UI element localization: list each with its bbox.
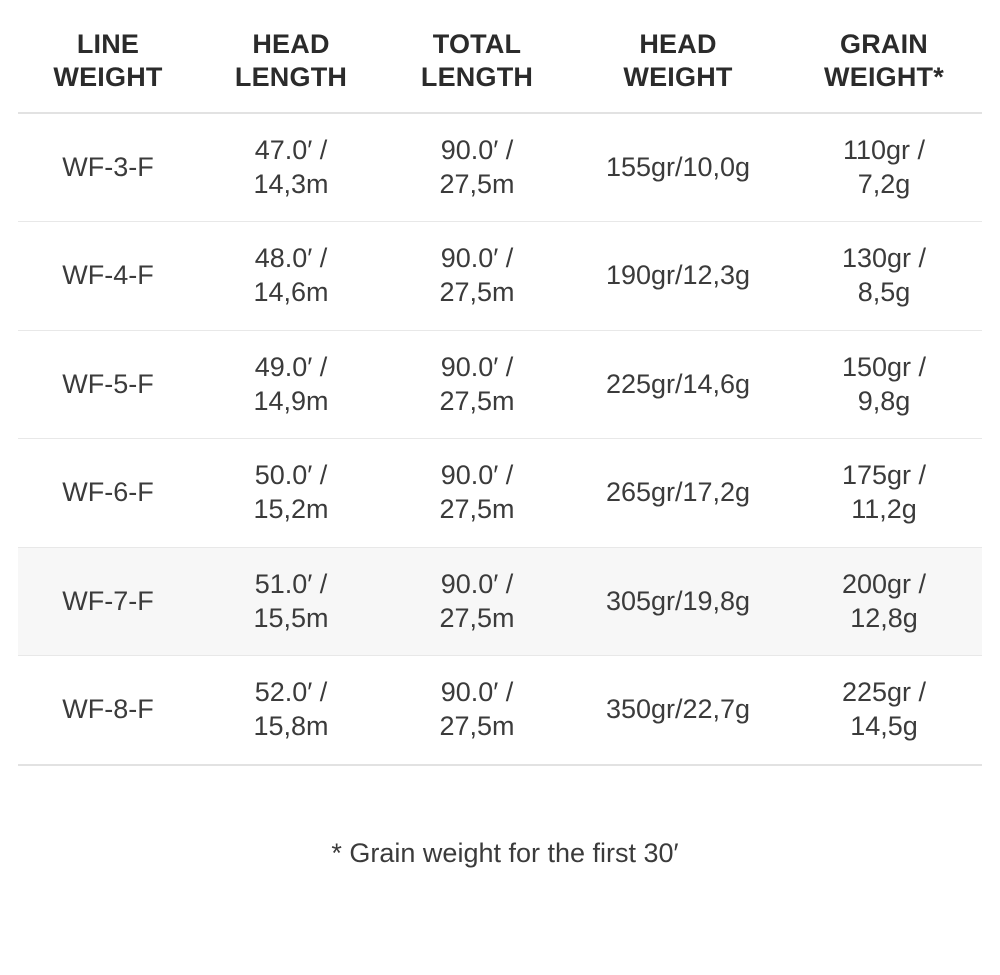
cell-head-length: [198, 330, 384, 439]
cell-grain-weight-line1: 130gr /: [841, 243, 927, 274]
cell-line-weight: WF-8-F: [18, 656, 198, 765]
cell-total-length-line2: 27,5m: [439, 385, 515, 416]
cell-total-length-line1: 90.0′ /: [440, 460, 514, 491]
table-footnote: * Grain weight for the first 30′: [331, 837, 679, 868]
cell-head-length-line1: 50.0′ /: [254, 460, 328, 491]
cell-head-length-line1: 48.0′ /: [254, 243, 328, 274]
table-body: [18, 113, 982, 765]
cell-head-length: [198, 439, 384, 548]
cell-head-weight: 350gr/22,7g: [570, 656, 786, 765]
cell-grain-weight: [786, 330, 982, 439]
column-header-head-weight-line2: WEIGHT: [623, 61, 733, 92]
cell-grain-weight-line2: 7,2g: [857, 168, 911, 199]
cell-head-length-line1: 49.0′ /: [254, 351, 328, 382]
cell-grain-weight-line2: 14,5g: [850, 711, 918, 742]
cell-total-length-line2: 27,5m: [439, 602, 515, 633]
cell-grain-weight-line1: 225gr /: [841, 677, 927, 708]
cell-grain-weight: [786, 222, 982, 331]
cell-grain-weight-line2: 8,5g: [857, 277, 911, 308]
cell-total-length-line1: 90.0′ /: [440, 243, 514, 274]
table-row: [18, 113, 982, 222]
cell-total-length-line2: 27,5m: [439, 494, 515, 525]
cell-grain-weight-line1: 150gr /: [841, 351, 927, 382]
cell-head-length-line2: 14,6m: [253, 277, 329, 308]
cell-line-weight: WF-5-F: [18, 330, 198, 439]
header-row: [18, 0, 982, 113]
cell-head-length-line2: 15,5m: [253, 602, 329, 633]
column-header-total-length-line2: LENGTH: [420, 61, 534, 92]
column-header-head-weight: [570, 0, 786, 113]
table-row: [18, 547, 982, 656]
cell-head-length-line1: 47.0′ /: [254, 134, 328, 165]
cell-total-length: [384, 439, 570, 548]
cell-grain-weight-line2: 9,8g: [857, 385, 911, 416]
column-header-line-weight: [18, 0, 198, 113]
cell-head-weight: 225gr/14,6g: [570, 330, 786, 439]
cell-total-length-line1: 90.0′ /: [440, 134, 514, 165]
cell-grain-weight-line1: 110gr /: [842, 134, 926, 165]
cell-line-weight: WF-6-F: [18, 439, 198, 548]
column-header-head-weight-line1: HEAD: [639, 29, 717, 59]
column-header-grain-weight: [786, 0, 982, 113]
column-header-line-weight-line2: WEIGHT: [53, 61, 163, 92]
cell-line-weight: WF-3-F: [18, 113, 198, 222]
cell-head-length-line1: 51.0′ /: [254, 568, 328, 599]
cell-head-weight: 265gr/17,2g: [570, 439, 786, 548]
column-header-head-length-line2: LENGTH: [234, 61, 348, 92]
cell-line-weight: WF-7-F: [18, 547, 198, 656]
cell-head-length-line2: 15,8m: [253, 711, 329, 742]
cell-total-length-line1: 90.0′ /: [440, 568, 514, 599]
column-header-total-length: [384, 0, 570, 113]
column-header-grain-weight-line2: WEIGHT*: [824, 61, 944, 92]
cell-grain-weight-line2: 11,2g: [851, 494, 917, 525]
cell-head-length-line2: 14,9m: [253, 385, 329, 416]
cell-total-length-line2: 27,5m: [439, 711, 515, 742]
cell-head-length: [198, 113, 384, 222]
cell-head-weight: 155gr/10,0g: [570, 113, 786, 222]
cell-head-length: [198, 222, 384, 331]
cell-total-length-line2: 27,5m: [439, 168, 515, 199]
cell-total-length-line1: 90.0′ /: [440, 351, 514, 382]
cell-grain-weight-line1: 200gr /: [841, 568, 927, 599]
cell-grain-weight-line2: 12,8g: [850, 602, 918, 633]
cell-grain-weight: [786, 656, 982, 765]
cell-head-length: [198, 547, 384, 656]
cell-total-length: [384, 330, 570, 439]
column-header-total-length-line1: TOTAL: [432, 29, 522, 59]
cell-total-length: [384, 547, 570, 656]
cell-total-length: [384, 113, 570, 222]
cell-total-length: [384, 222, 570, 331]
cell-total-length: [384, 656, 570, 765]
cell-total-length-line1: 90.0′ /: [440, 677, 514, 708]
column-header-head-length-line1: HEAD: [252, 29, 330, 59]
cell-total-length-line2: 27,5m: [439, 277, 515, 308]
cell-grain-weight-line1: 175gr /: [841, 460, 927, 491]
column-header-head-length: [198, 0, 384, 113]
cell-grain-weight: [786, 113, 982, 222]
table-row: [18, 222, 982, 331]
cell-grain-weight: [786, 439, 982, 548]
cell-head-length-line1: 52.0′ /: [254, 677, 328, 708]
cell-head-weight: 305gr/19,8g: [570, 547, 786, 656]
table-row: [18, 656, 982, 765]
cell-head-length-line2: 15,2m: [253, 494, 329, 525]
table-header: [18, 0, 982, 113]
column-header-grain-weight-line1: GRAIN: [840, 29, 928, 59]
cell-head-weight: 190gr/12,3g: [570, 222, 786, 331]
cell-line-weight: WF-4-F: [18, 222, 198, 331]
cell-head-length-line2: 14,3m: [253, 168, 329, 199]
line-specification-table: [18, 0, 982, 766]
table-row: [18, 439, 982, 548]
cell-grain-weight: [786, 547, 982, 656]
table-row: [18, 330, 982, 439]
cell-head-length: [198, 656, 384, 765]
column-header-line-weight-line1: LINE: [76, 29, 140, 59]
